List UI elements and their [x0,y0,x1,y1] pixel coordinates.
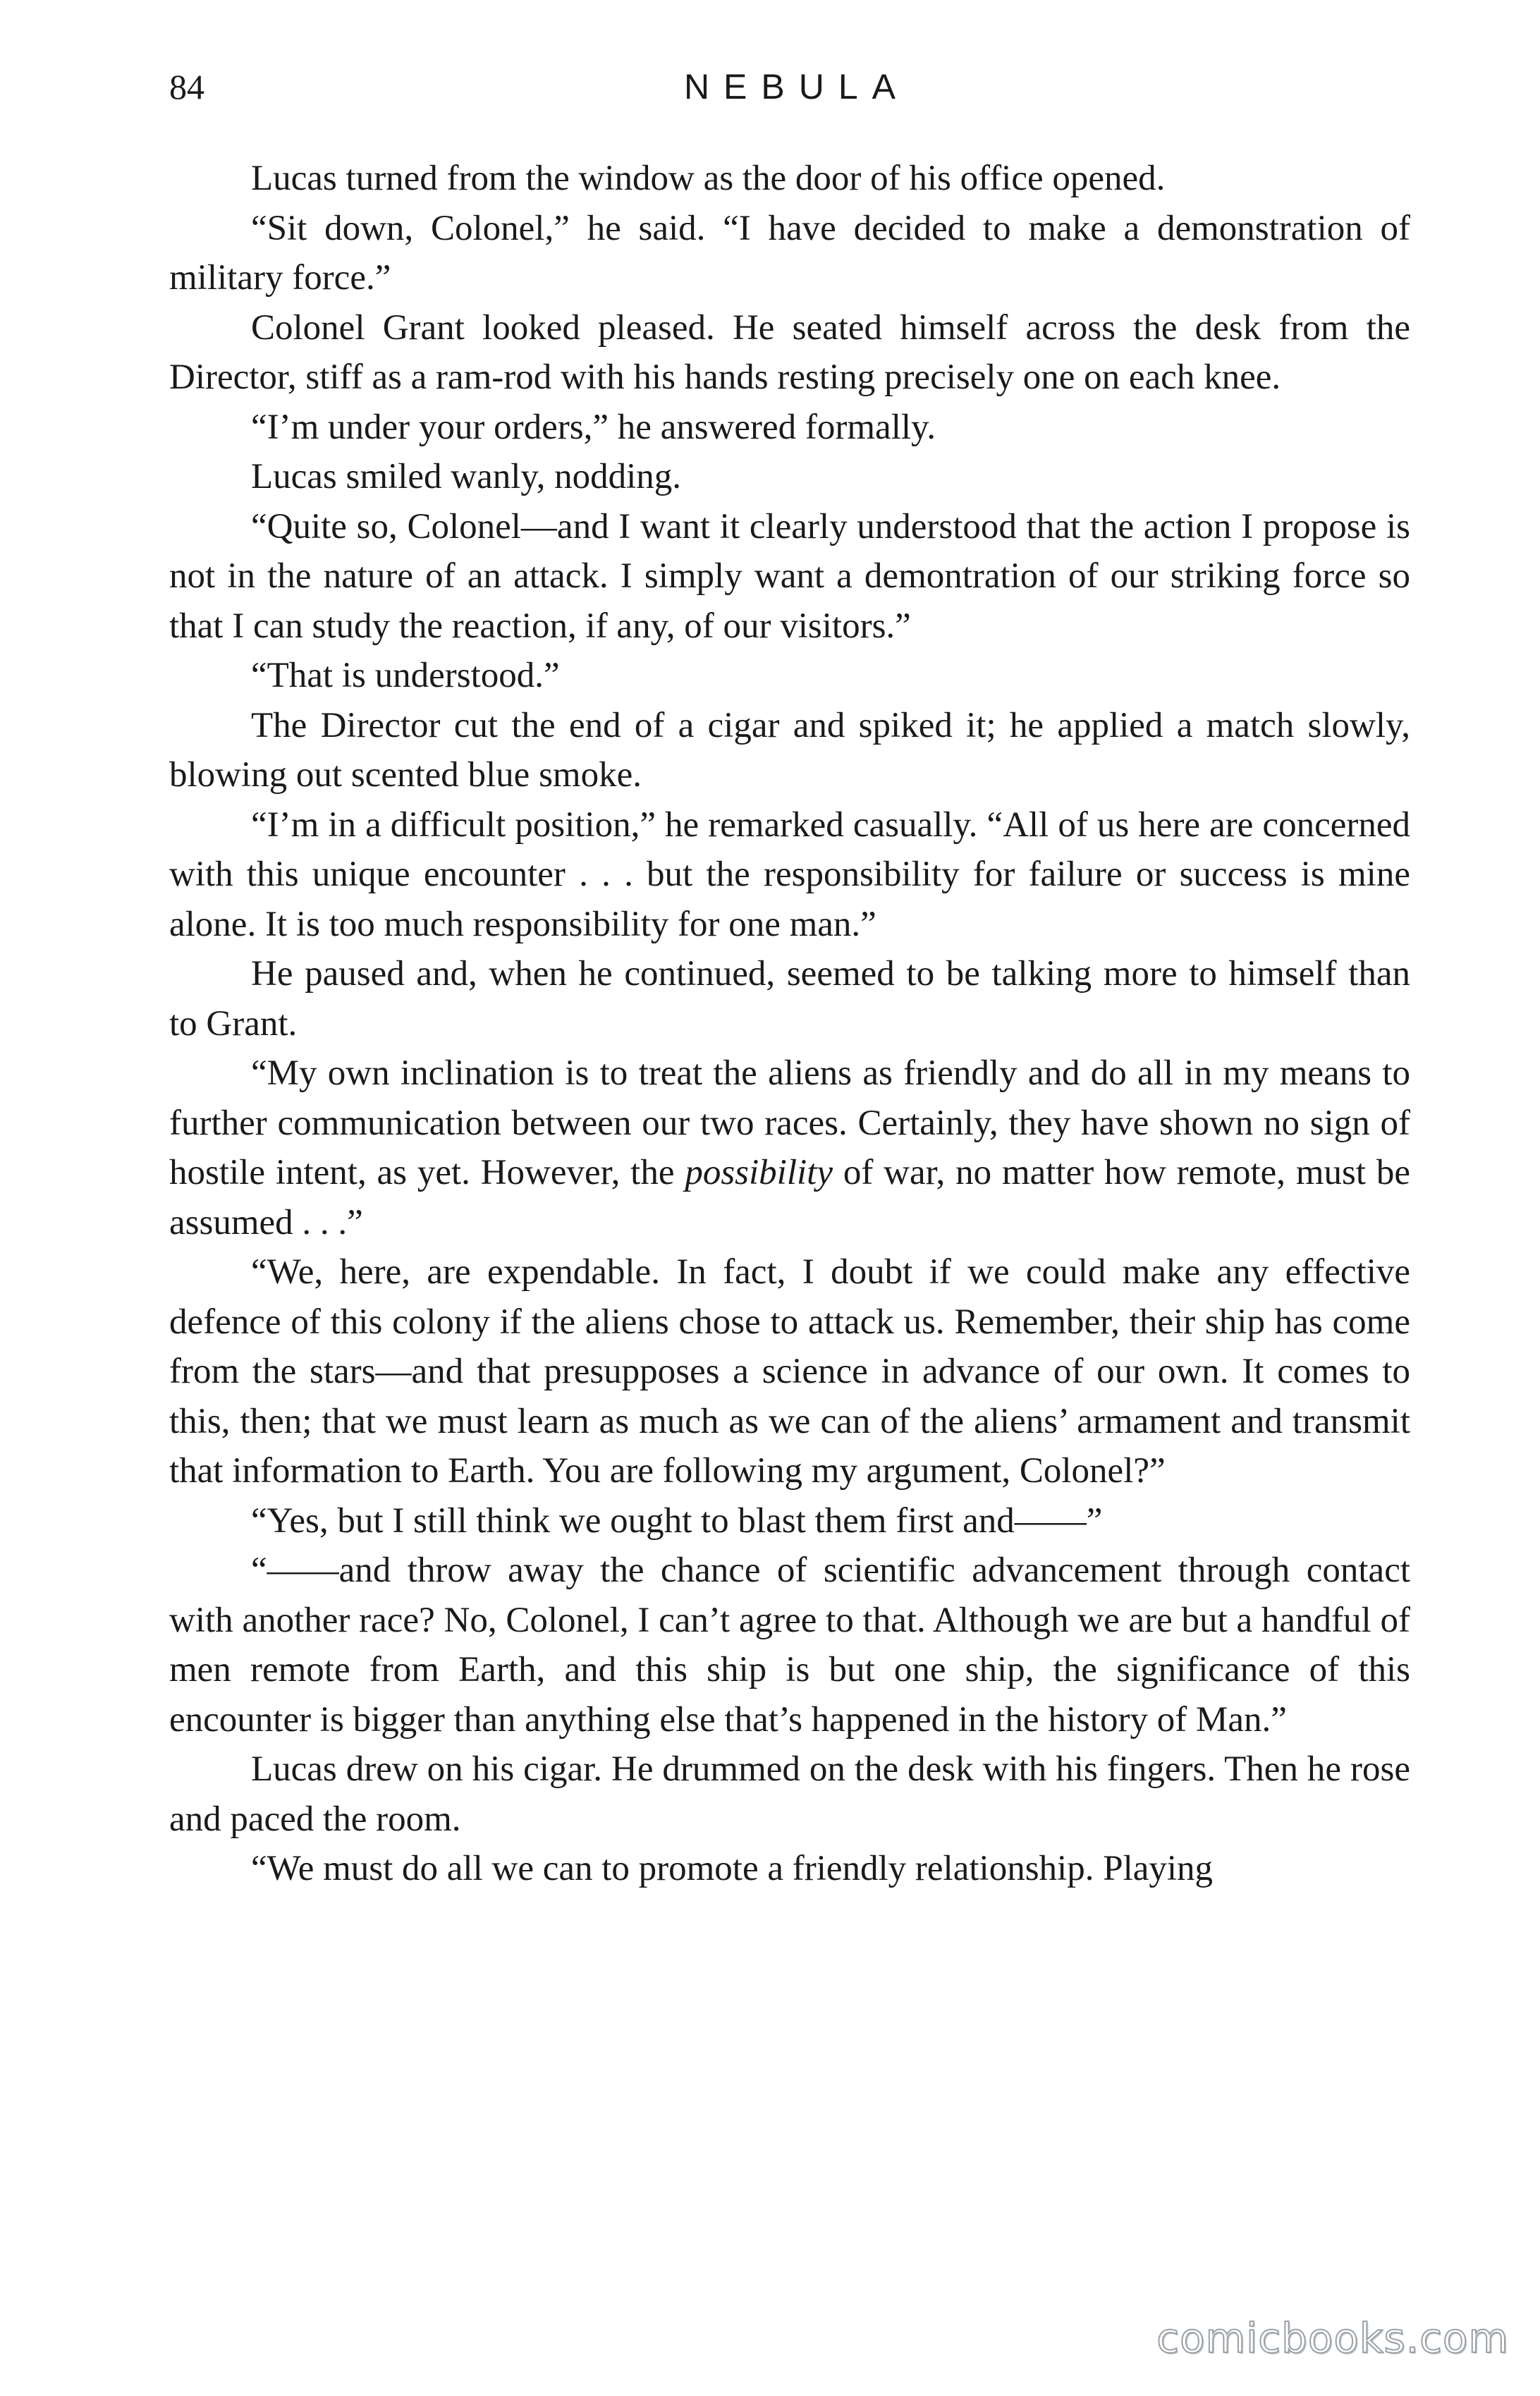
text-run: “That is understood.” [251,656,560,695]
watermark: comicbooks.com [1156,2314,1509,2362]
paragraph [169,1247,1410,1496]
text-run: “I’m in a difficult position,” he remarked casually. “All of us here are concerned with this unique encounter . . . but the responsibility for failure or success is mine alone. It is too much responsibility for one man.” [169,805,1410,944]
text-run: Lucas turned from the window as the door of his office opened. [251,159,1166,198]
text-run: Lucas smiled wanly, nodding. [251,457,682,496]
book-title: NEBULA [683,67,910,106]
text-run: “My own inclination is to treat the aliens as friendly and do all in my means to further communication between our two races. Certainly, they have shown no sign of hostile intent, as yet. However, the [169,1053,1410,1192]
text-run: He paused and, when he continued, seemed to be talking more to himself than to Grant. [169,954,1410,1044]
paragraph [169,204,1410,303]
paragraph [169,1744,1410,1844]
text-run: “Quite so, Colonel—and I want it clearly understood that the action I propose is not in the nature of an attack. I simply want a demontration of our striking force so that I can study the reaction, if any, of our visitors.” [169,506,1410,646]
paragraph [169,800,1410,950]
text-run: Colonel Grant looked pleased. He seated himself across the desk from the Director, stiff as a ram-rod with his hands resting precisely one on each knee. [169,307,1410,397]
paragraph [169,949,1410,1049]
text-run: “——and throw away the chance of scientific advancement through contact with another race? No, Colonel, I can’t agree to that. Although we are but a handful of men remote from Earth, and this ship is but one ship, the significance of this encounter is bigger than anything else that’s happened in the history of Man.” [169,1551,1410,1740]
italic-emphasis: possibility [685,1153,833,1192]
paragraph [169,154,1410,204]
running-head [169,55,1410,118]
text-run: “Sit down, Colonel,” he said. “I have decided to make a demonstration of military force.” [169,208,1410,298]
text-run: “Yes, but I still think we ought to blast them first and——” [251,1500,1103,1541]
paragraph [169,701,1410,800]
text-run: of war, no matter how remote, must be assumed . . .” [169,1153,1411,1242]
paragraph [169,502,1410,652]
text-run: Lucas drew on his cigar. He drummed on the desk with his fingers. Then he rose and paced the room. [169,1749,1410,1839]
paragraph [169,651,1410,701]
paragraph [169,1844,1410,1894]
paragraph [169,403,1410,453]
paragraph [169,1546,1410,1744]
text-run: “I’m under your orders,” he answered formally. [251,407,936,447]
paragraph [169,303,1410,403]
text-run: “We, here, are expendable. In fact, I doubt if we could make any effective defence of this colony if the aliens chose to attack us. Remember, their ship has come from the stars—and that presupposes a science in advance of our own. It comes to this, then; that we must learn as much as we can of the aliens’ armament and transmit that information to Earth. You are following my argument, Colonel?” [169,1252,1410,1491]
body-text [169,154,1410,1894]
page-number: 84 [169,67,204,106]
paragraph [169,1496,1410,1546]
paragraph [169,452,1410,502]
text-run: The Director cut the end of a cigar and spiked it; he applied a match slowly, blowing out scented blue smoke. [169,705,1410,795]
paragraph [169,1049,1410,1247]
text-run: “We must do all we can to promote a friendly relationship. Playing [251,1849,1214,1888]
